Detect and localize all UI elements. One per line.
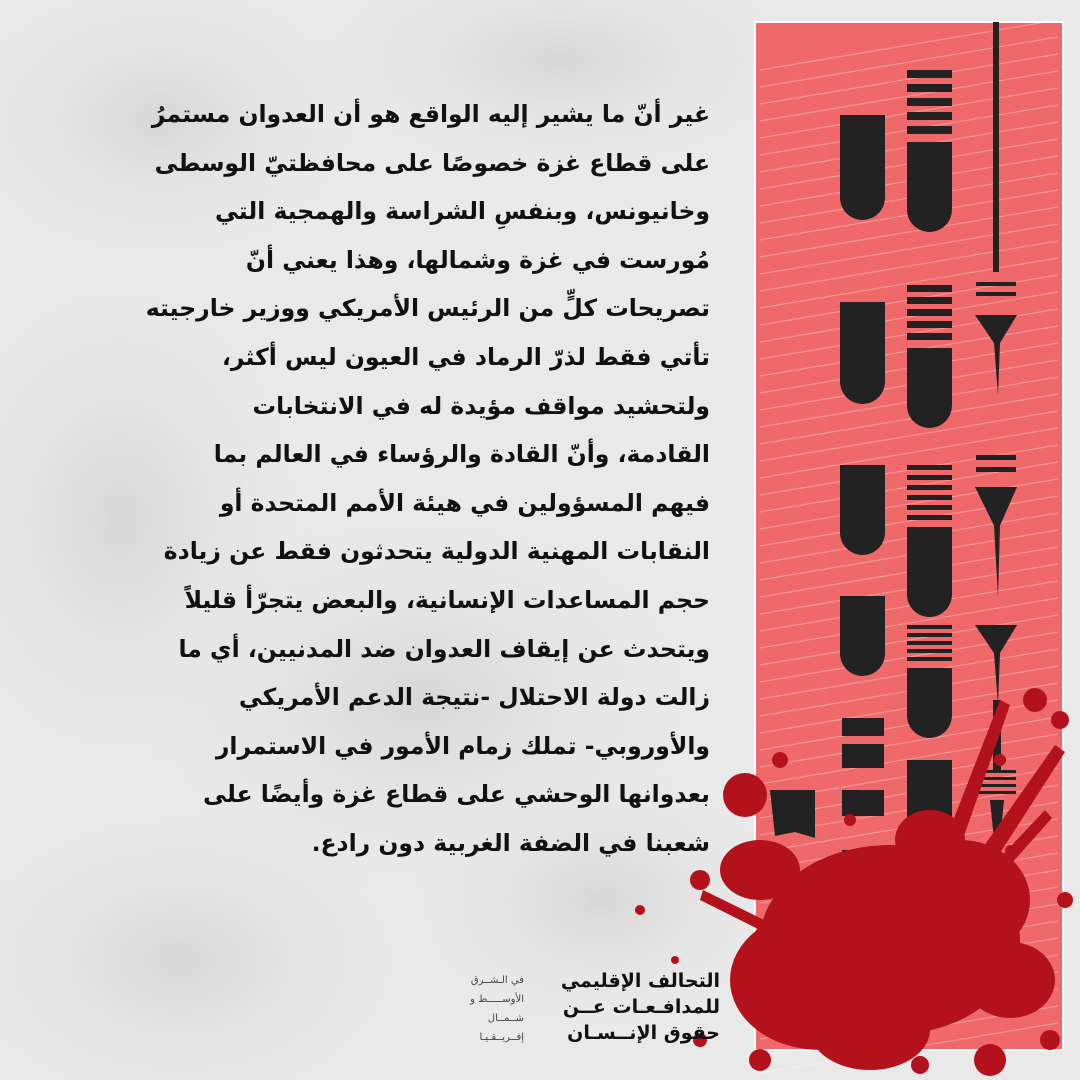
mark-stripe — [976, 467, 1016, 472]
mark-stripe — [907, 112, 952, 120]
mark-stripe — [907, 98, 952, 106]
text-line: بعدوانها الوحشي على قطاع غزة وأيضًا على — [203, 780, 710, 809]
mark-pill — [907, 142, 952, 232]
mark-stripe — [907, 633, 952, 637]
mark-stripe — [907, 495, 952, 500]
text-line: حجم المساعدات الإنسانية، والبعض يتجرّأ قليلاً — [184, 585, 710, 614]
mark-pill — [907, 527, 952, 617]
mark-stripe — [907, 297, 952, 304]
mark-stripe — [907, 285, 952, 292]
mark-stripe — [976, 292, 1016, 296]
text-line: القادمة، وأنّ القادة والرؤساء في العالم بما — [213, 440, 710, 469]
mark-stripe — [907, 333, 952, 340]
mark-stripe — [907, 625, 952, 629]
text-line: والأوروبي- تملك زمام الأمور في الاستمرار — [215, 731, 710, 760]
logo-region-line: إفــريــقـيـا — [479, 1032, 524, 1043]
mark-stripe — [976, 455, 1016, 460]
mark-stripe — [907, 309, 952, 316]
mark-stripe — [907, 321, 952, 328]
mark-stripe — [907, 657, 952, 661]
logo-region-line: في الـشــرق — [470, 975, 524, 986]
mark-stripe — [907, 70, 952, 78]
text-line: ويتحدث عن إيقاف العدوان ضد المدنيين، أي ما — [178, 634, 710, 663]
organization-logo — [420, 968, 720, 1048]
logo-line: التحالف الإقليمي — [560, 970, 720, 992]
mark-stripe — [907, 126, 952, 134]
article-text — [145, 90, 710, 868]
mark-spike — [993, 22, 999, 272]
logo-region-line: شــمــال — [487, 1013, 524, 1024]
logo-region-line: الأوســـــط و — [470, 994, 524, 1005]
logo-region — [470, 971, 524, 1047]
mark-stripe — [907, 84, 952, 92]
mark-stripe — [907, 485, 952, 490]
mark-pill — [907, 668, 952, 738]
text-line: ولتحشيد مواقف مؤيدة له في الانتخابات — [252, 391, 710, 420]
text-line: النقابات المهنية الدولية يتحدثون فقط عن زيادة — [163, 537, 710, 566]
mark-stripe — [907, 641, 952, 645]
mark-stripe — [976, 282, 1016, 286]
mark-stripe — [907, 515, 952, 520]
mark-bar — [842, 718, 884, 736]
mark-stripe — [907, 475, 952, 480]
text-line: فيهم المسؤولين في هيئة الأمم المتحدة أو — [219, 488, 710, 517]
mark-bar — [842, 744, 884, 768]
text-line: شعبنا في الضفة الغربية دون رادع. — [311, 828, 710, 857]
text-line: غير أنّ ما يشير إليه الواقع هو أن العدوان مستمرُ — [151, 100, 710, 128]
mark-pill — [840, 596, 885, 676]
mark-pill — [840, 465, 885, 555]
mark-stripe — [907, 505, 952, 510]
mark-bar — [842, 790, 884, 816]
text-line: على قطاع غزة خصوصًا على محافظتيّ الوسطى — [154, 148, 710, 177]
mark-stripe — [976, 791, 1016, 794]
text-line: تأتي فقط لذرّ الرماد في العيون ليس أكثر، — [221, 342, 710, 371]
mark-pill — [840, 115, 885, 220]
mark-stripe — [907, 649, 952, 653]
logo-line: للمدافـعـات عــن — [562, 996, 720, 1018]
text-line: مُورست في غزة وشمالها، وهذا يعني أنّ — [245, 245, 710, 274]
logo-line: حقوق الإنــسـان — [567, 1022, 720, 1044]
mark-stripe — [907, 465, 952, 470]
text-line: تصريحات كلٍّ من الرئيس الأمريكي ووزير خارجيته — [145, 294, 710, 323]
logo-name — [561, 968, 720, 1046]
mark-speech — [770, 790, 815, 838]
mark-pill — [840, 302, 885, 404]
text-line: وخانيونس، وبنفسِ الشراسة والهمجية التي — [215, 197, 710, 226]
text-line: زالت دولة الاحتلال -نتيجة الدعم الأمريكي — [238, 683, 710, 712]
mark-pill — [907, 348, 952, 428]
